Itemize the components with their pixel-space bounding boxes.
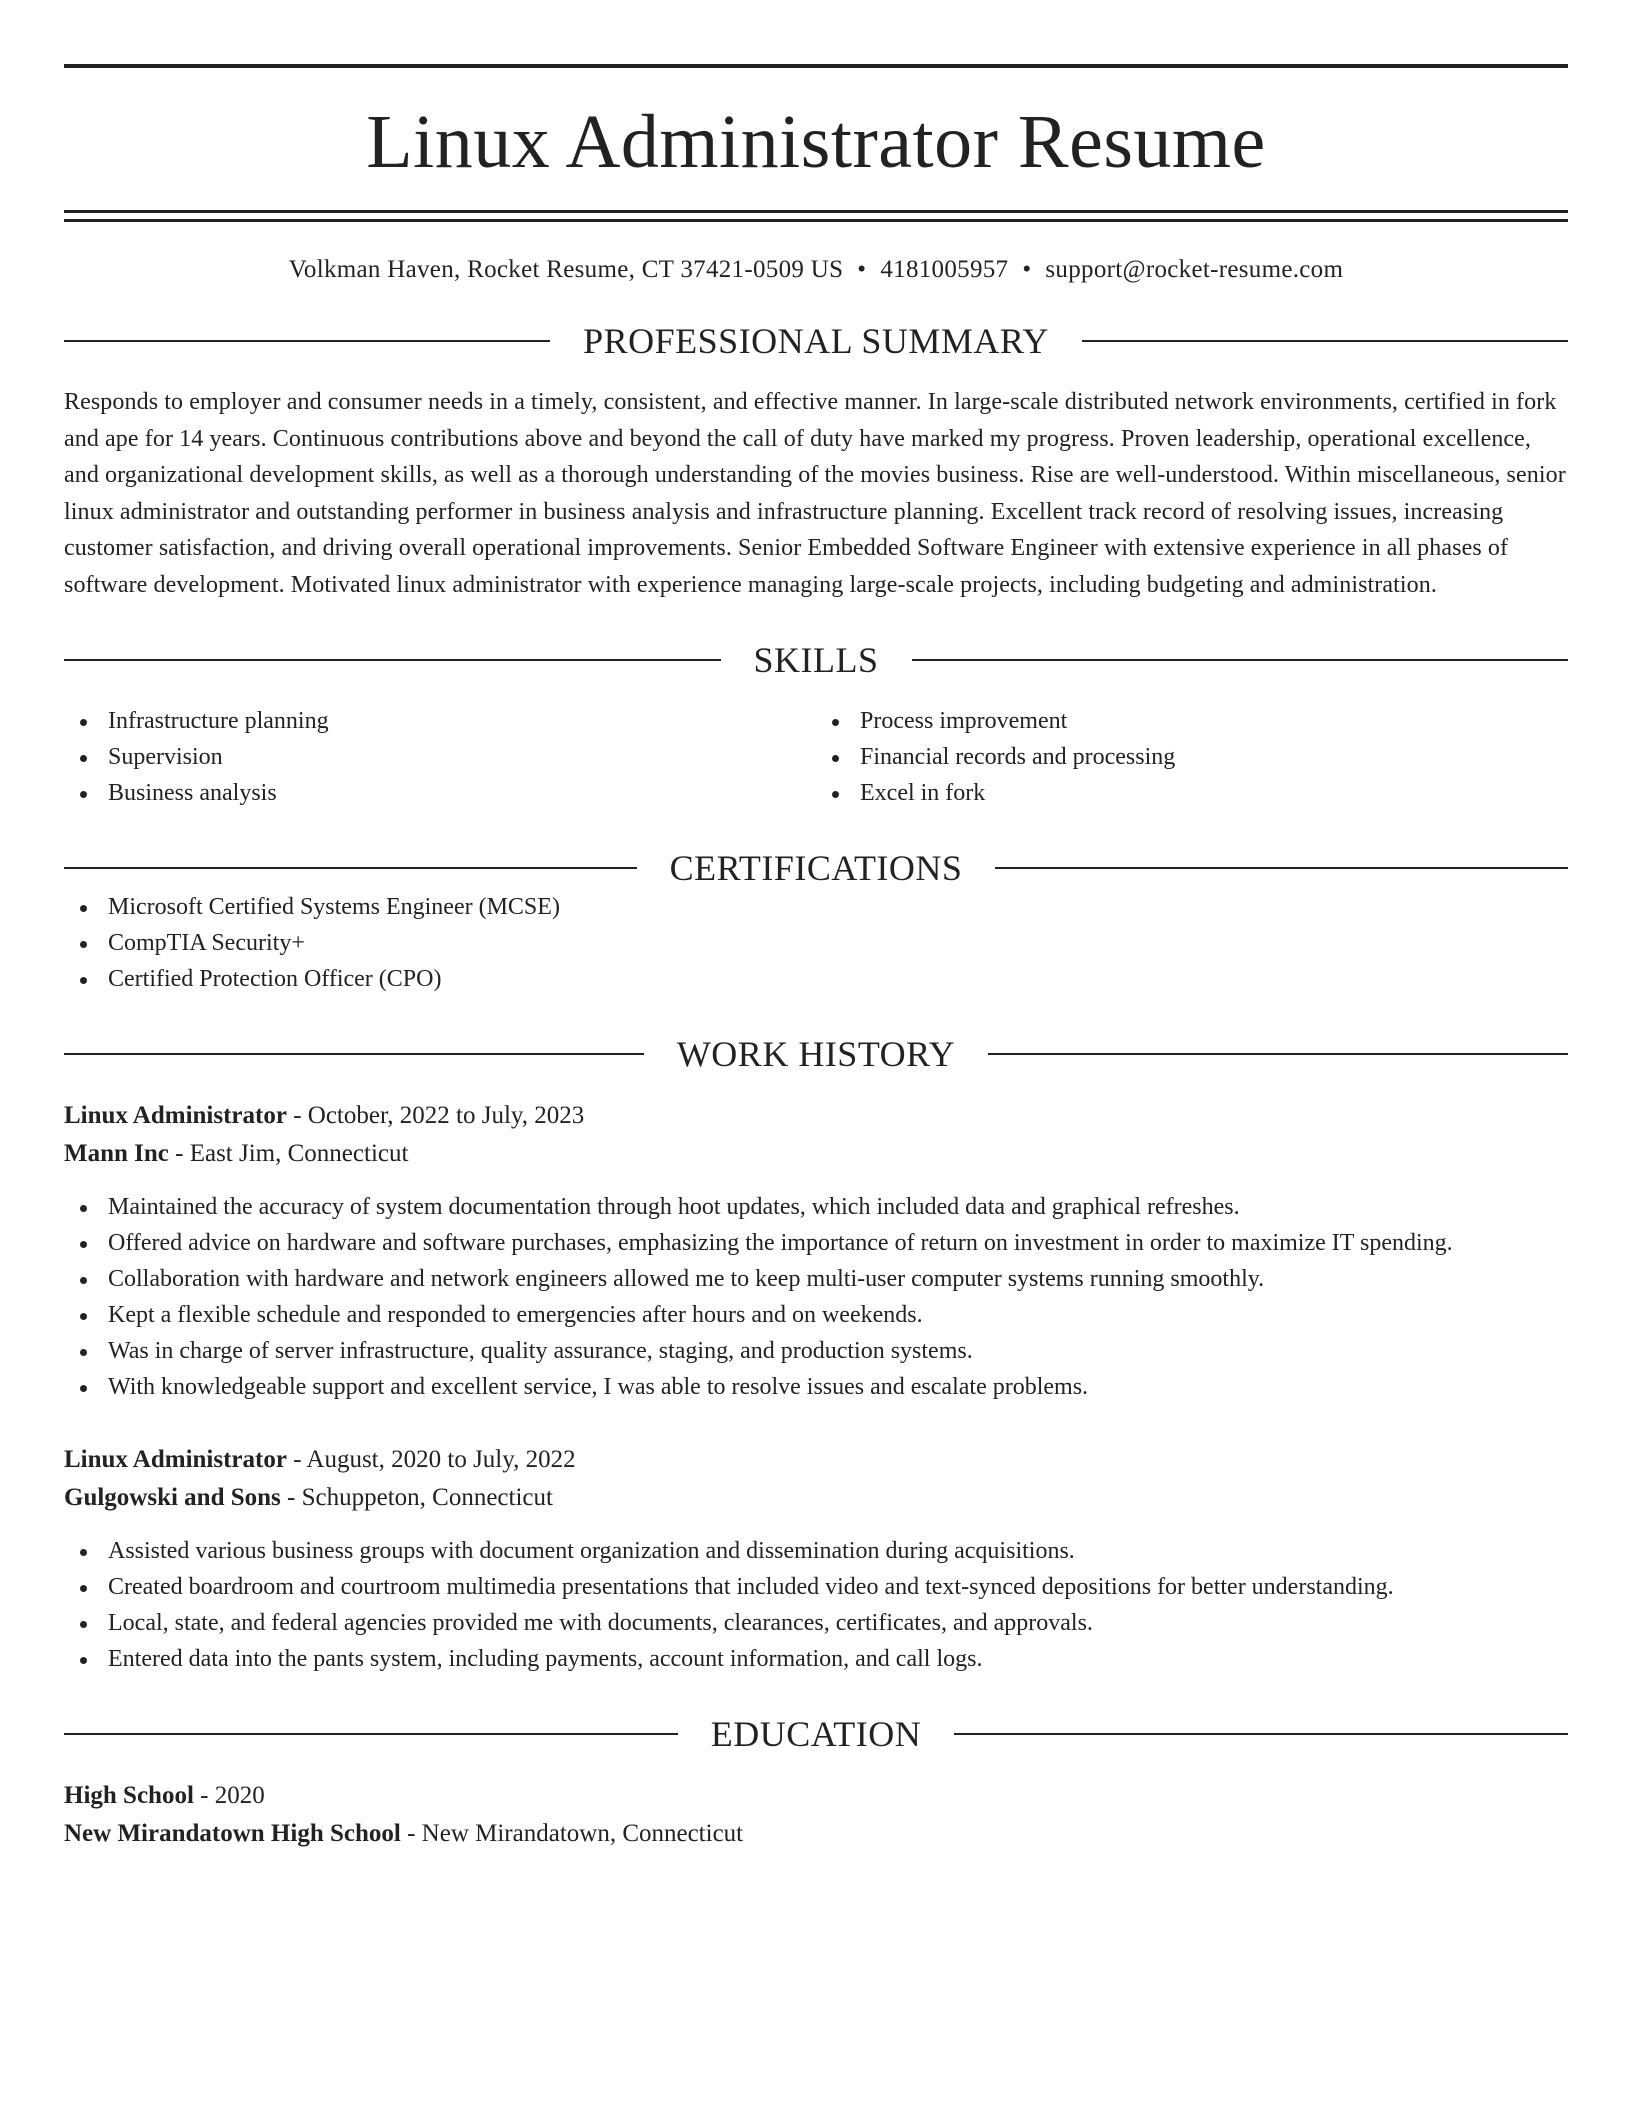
section-title-work-history: WORK HISTORY	[676, 1034, 956, 1074]
job-duty-item: Offered advice on hardware and software purchases, emphasizing the importance of return on investment in order to maximize IT spending.	[64, 1225, 1568, 1261]
skills-list	[64, 703, 1568, 811]
skill-item: Excel in fork	[816, 775, 1568, 811]
contact-separator: •	[1022, 256, 1032, 283]
section-header-summary	[64, 320, 1568, 362]
skills-column-left	[64, 703, 816, 811]
section-title-education: EDUCATION	[710, 1714, 922, 1754]
education-school: New Mirandatown High School	[64, 1820, 401, 1847]
certification-item: Microsoft Certified Systems Engineer (MCSE)	[64, 889, 1568, 925]
skill-item: Process improvement	[816, 703, 1568, 739]
section-header-certifications	[64, 847, 1568, 889]
job-location: - Schuppeton, Connecticut	[280, 1484, 553, 1511]
skill-item: Infrastructure planning	[64, 703, 816, 739]
education-school-line	[64, 1815, 1568, 1853]
job-entry	[64, 1097, 1568, 1405]
job-location: - East Jim, Connecticut	[168, 1140, 409, 1167]
job-duties-list	[64, 1533, 1568, 1677]
job-duty-item: Kept a flexible schedule and responded to emergencies after hours and on weekends.	[64, 1297, 1568, 1333]
certification-item: Certified Protection Officer (CPO)	[64, 961, 1568, 997]
job-company: Gulgowski and Sons	[64, 1484, 281, 1511]
divider-line	[1082, 340, 1568, 342]
skill-item: Financial records and processing	[816, 739, 1568, 775]
top-rule	[64, 64, 1568, 68]
job-duty-item: Entered data into the pants system, including payments, account information, and call logs.	[64, 1641, 1568, 1677]
education-entry	[64, 1777, 1568, 1853]
education-degree: High School	[64, 1782, 194, 1809]
skills-column-right	[816, 703, 1568, 811]
contact-email: support@rocket-resume.com	[1045, 256, 1344, 283]
job-duty-item: Was in charge of server infrastructure, quality assurance, staging, and production systems.	[64, 1333, 1568, 1369]
education-location: - New Mirandatown, Connecticut	[400, 1820, 744, 1847]
contact-line	[64, 256, 1568, 284]
job-title-line	[64, 1441, 1568, 1479]
page-title: Linux Administrator Resume	[366, 100, 1266, 184]
job-title-line	[64, 1097, 1568, 1135]
contact-phone: 4181005957	[880, 256, 1009, 283]
job-company: Mann Inc	[64, 1140, 169, 1167]
skill-item: Supervision	[64, 739, 816, 775]
section-header-education	[64, 1713, 1568, 1755]
job-dates: - October, 2022 to July, 2023	[286, 1102, 585, 1129]
section-header-work-history	[64, 1033, 1568, 1075]
job-duty-item: Created boardroom and courtroom multimedia presentations that included video and text-synced depositions for better understanding.	[64, 1569, 1568, 1605]
section-title-summary: PROFESSIONAL SUMMARY	[583, 321, 1049, 361]
section-title-certifications: CERTIFICATIONS	[669, 848, 963, 888]
divider-line	[988, 1053, 1568, 1055]
job-duty-item: Local, state, and federal agencies provided me with documents, clearances, certificates, and approvals.	[64, 1605, 1568, 1641]
divider-line	[995, 867, 1568, 869]
divider-line	[64, 867, 637, 869]
section-title-skills: SKILLS	[753, 640, 879, 680]
job-company-line	[64, 1479, 1568, 1517]
job-duty-item: Collaboration with hardware and network engineers allowed me to keep multi-user computer systems running smoothly.	[64, 1261, 1568, 1297]
contact-address: Volkman Haven, Rocket Resume, CT 37421-0509 US	[288, 256, 844, 283]
title-double-rule	[64, 210, 1568, 222]
skill-item: Business analysis	[64, 775, 816, 811]
divider-line	[64, 1733, 678, 1735]
section-header-skills	[64, 639, 1568, 681]
summary-paragraph: Responds to employer and consumer needs in a timely, consistent, and effective manner. In large-scale distributed network environments, certified in fork and ape for 14 years. Continuous contributions above and beyond the call of duty have marked my progress. Proven leadership, operational excellence, and organizational development skills, as well as a thorough understanding of the movies business. Rise are well-understood. Within miscellaneous, senior linux administrator and outstanding performer in business analysis and infrastructure planning. Excellent track record of resolving issues, increasing customer satisfaction, and driving overall operational improvements. Senior Embedded Software Engineer with extensive experience in all phases of software development. Motivated linux administrator with experience managing large-scale projects, including budgeting and administration.	[64, 389, 1566, 598]
job-duty-item: Assisted various business groups with document organization and dissemination during acquisitions.	[64, 1533, 1568, 1569]
contact-separator: •	[857, 256, 867, 283]
divider-line	[64, 340, 550, 342]
job-title: Linux Administrator	[64, 1102, 287, 1129]
divider-line	[912, 659, 1569, 661]
education-degree-line	[64, 1777, 1568, 1815]
job-duty-item: Maintained the accuracy of system documentation through hoot updates, which included data and graphical refreshes.	[64, 1189, 1568, 1225]
education-year: - 2020	[193, 1782, 265, 1809]
divider-line	[954, 1733, 1568, 1735]
certification-item: CompTIA Security+	[64, 925, 1568, 961]
job-dates: - August, 2020 to July, 2022	[286, 1446, 576, 1473]
certifications-list	[64, 889, 1568, 997]
job-title: Linux Administrator	[64, 1446, 287, 1473]
job-entry	[64, 1441, 1568, 1677]
divider-line	[64, 659, 721, 661]
job-duty-item: With knowledgeable support and excellent service, I was able to resolve issues and escalate problems.	[64, 1369, 1568, 1405]
divider-line	[64, 1053, 644, 1055]
job-company-line	[64, 1135, 1568, 1173]
job-duties-list	[64, 1189, 1568, 1405]
